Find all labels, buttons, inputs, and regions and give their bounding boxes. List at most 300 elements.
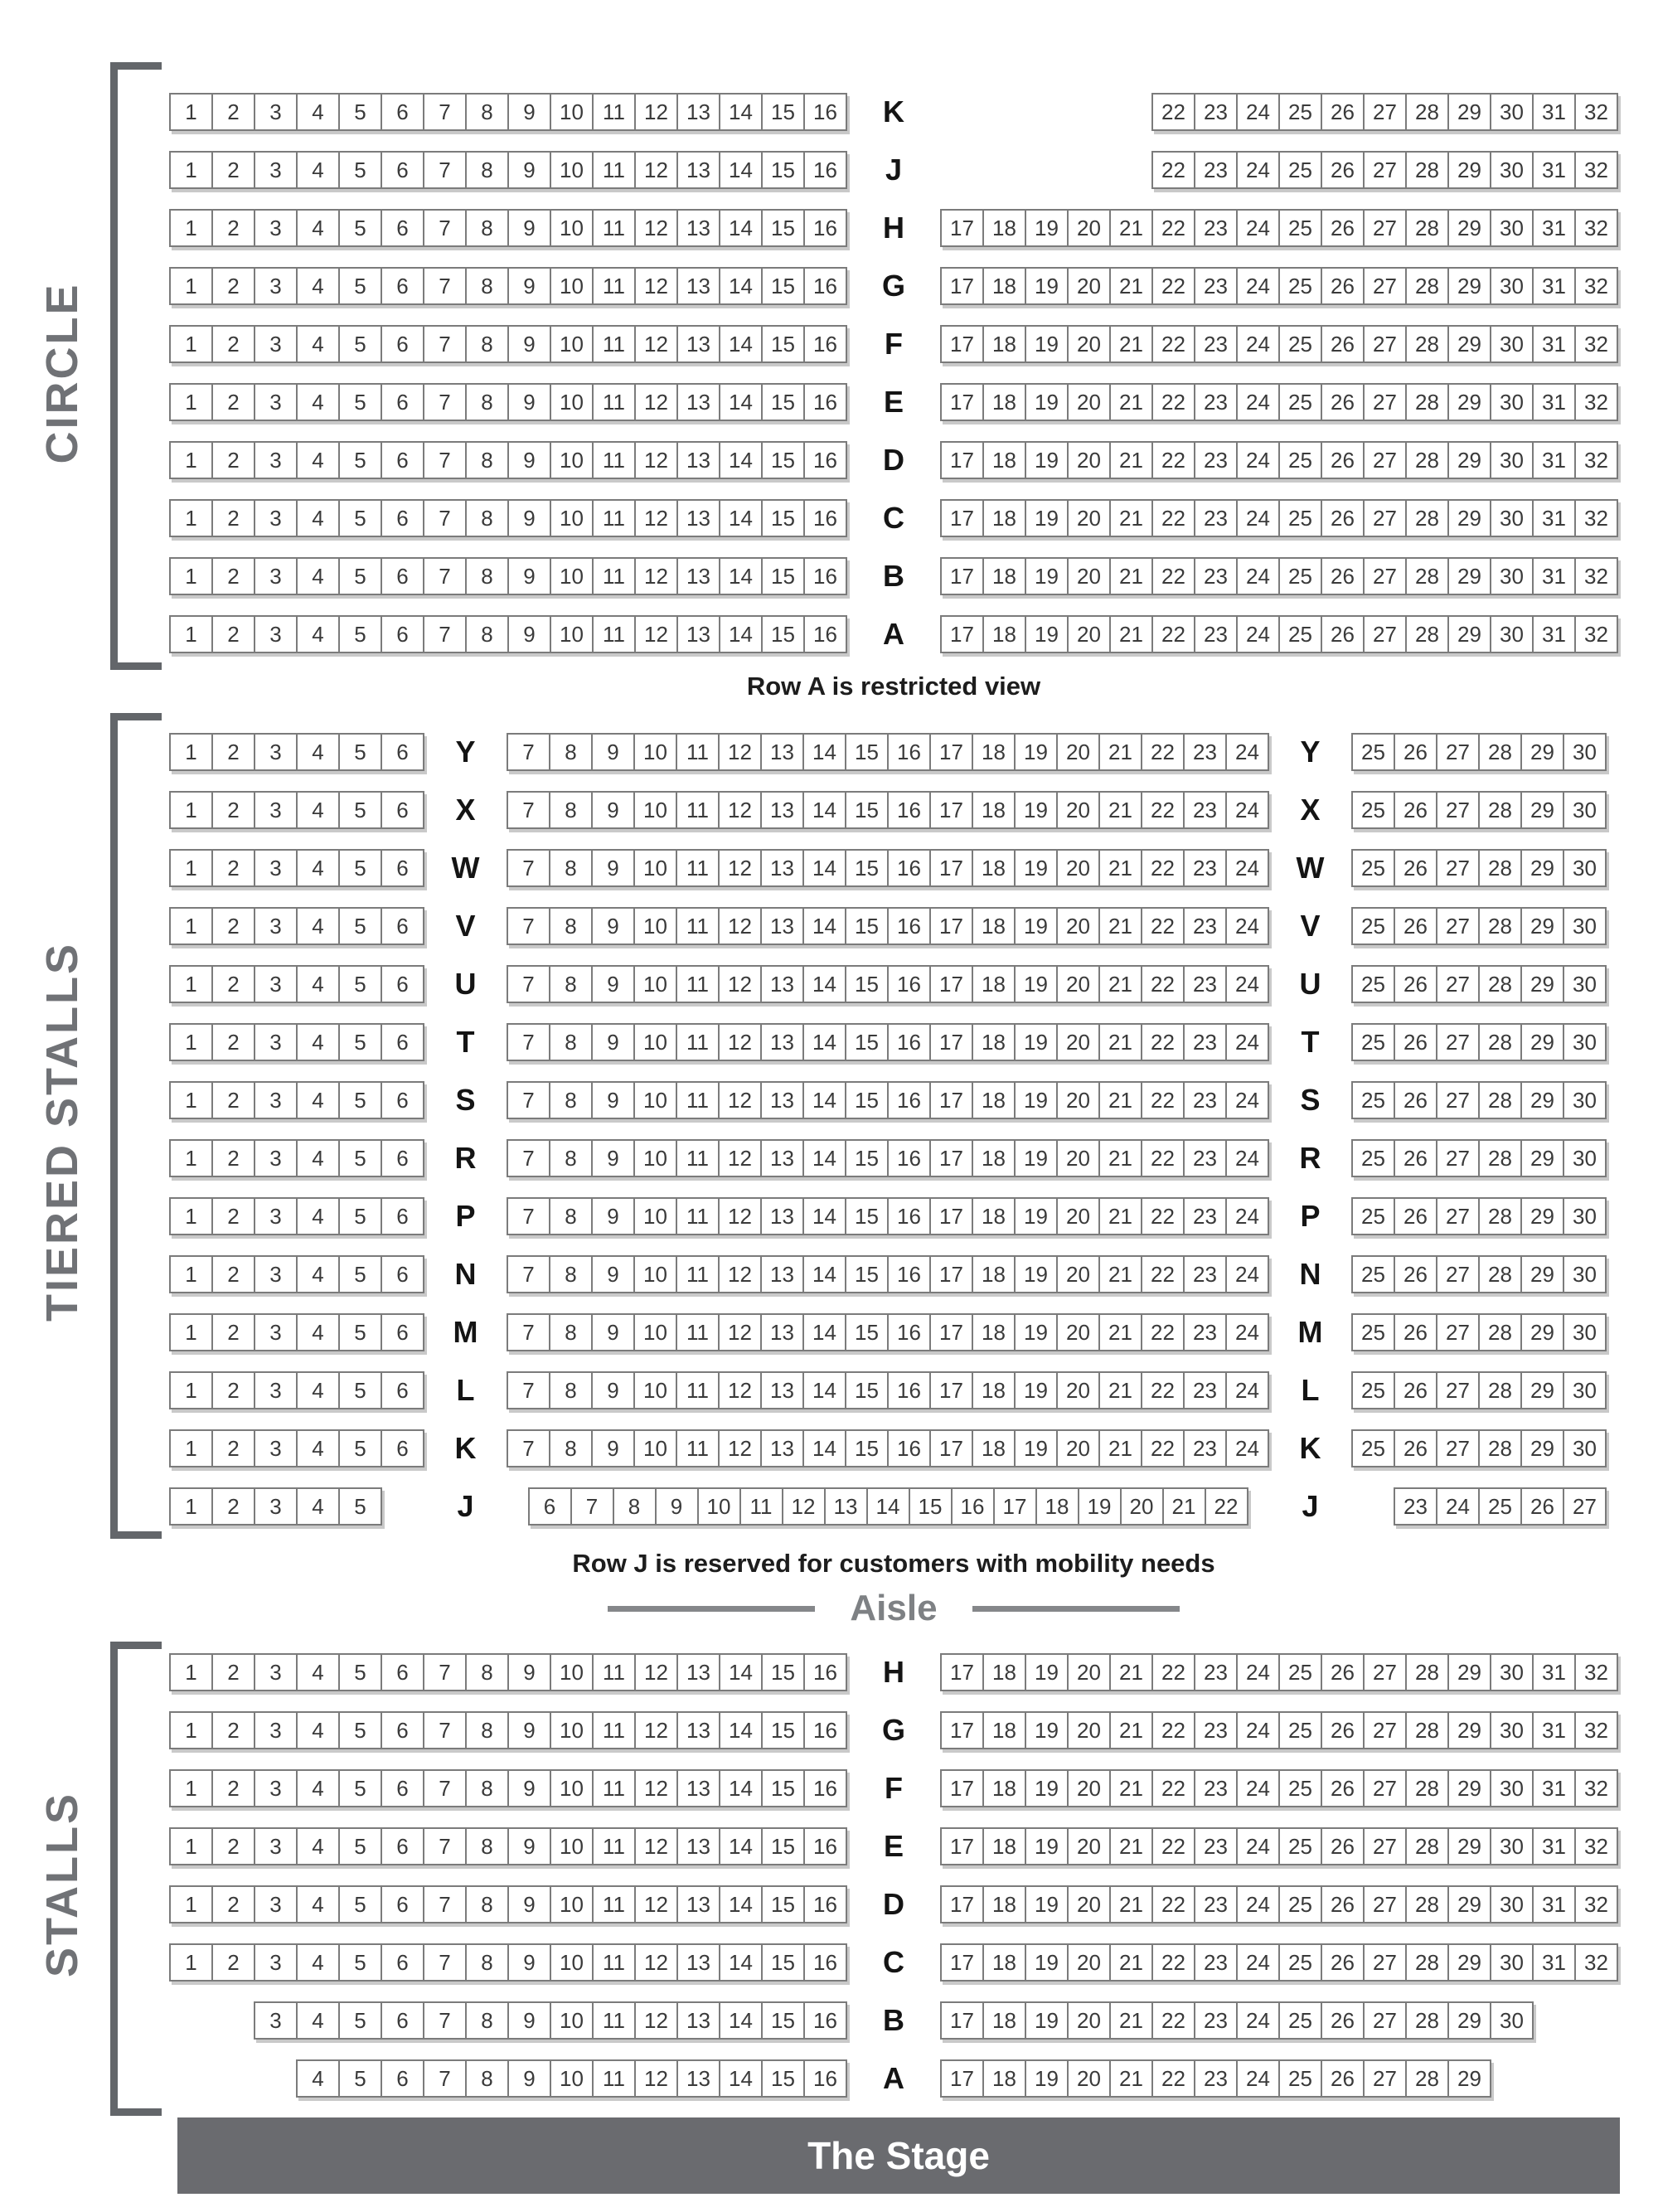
seat[interactable]: 20 xyxy=(1067,559,1109,594)
seat[interactable]: 16 xyxy=(803,269,846,303)
seat[interactable]: 1 xyxy=(185,1718,197,1743)
seat[interactable]: 32 xyxy=(1574,153,1617,187)
seat[interactable]: 29 xyxy=(1520,1373,1563,1408)
seat[interactable]: 18 xyxy=(982,1945,1025,1980)
seat[interactable]: 20 xyxy=(1067,1829,1109,1864)
seat[interactable]: 13 xyxy=(760,793,802,827)
seat[interactable]: 6 xyxy=(381,1713,423,1748)
seat[interactable]: 19 xyxy=(1014,1373,1056,1408)
seat[interactable]: 21 xyxy=(1109,385,1151,420)
seat[interactable]: 7 xyxy=(522,856,535,880)
seat[interactable]: 13 xyxy=(676,1655,719,1690)
seat[interactable]: 17 xyxy=(950,1892,974,1917)
seat[interactable]: 11 xyxy=(592,211,634,245)
seat[interactable]: 16 xyxy=(887,1083,929,1118)
seat[interactable]: 32 xyxy=(1574,1829,1617,1864)
seat[interactable]: 16 xyxy=(803,443,846,478)
seat[interactable]: 7 xyxy=(522,1378,535,1403)
seat[interactable]: 29 xyxy=(1447,1829,1490,1864)
seat[interactable]: 14 xyxy=(802,793,845,827)
seat[interactable]: 12 xyxy=(718,1373,760,1408)
seat[interactable]: 10 xyxy=(550,211,592,245)
seat[interactable]: 9 xyxy=(591,1257,633,1292)
seat[interactable]: 11 xyxy=(592,385,634,420)
seat[interactable]: 19 xyxy=(1014,967,1056,1002)
seat[interactable]: 24 xyxy=(1225,1199,1268,1234)
seat[interactable]: 26 xyxy=(1394,1141,1436,1176)
seat[interactable]: 4 xyxy=(296,501,338,536)
seat[interactable]: 20 xyxy=(1056,967,1098,1002)
seat[interactable]: 5 xyxy=(338,1829,381,1864)
seat[interactable]: 16 xyxy=(803,1945,846,1980)
seat[interactable]: 3 xyxy=(254,269,296,303)
seat[interactable]: 22 xyxy=(1151,1771,1194,1806)
seat[interactable]: 10 xyxy=(550,559,592,594)
seat[interactable]: 2 xyxy=(211,735,254,769)
seat[interactable]: 30 xyxy=(1563,1025,1605,1060)
seat[interactable]: 13 xyxy=(676,211,719,245)
seat[interactable]: 30 xyxy=(1490,1829,1532,1864)
seat[interactable]: 1 xyxy=(185,1262,197,1287)
seat[interactable]: 4 xyxy=(296,1083,338,1118)
seat[interactable]: 18 xyxy=(972,1315,1014,1350)
seat[interactable]: 14 xyxy=(802,1373,845,1408)
seat[interactable]: 15 xyxy=(909,1489,951,1524)
seat[interactable]: 11 xyxy=(592,559,634,594)
seat[interactable]: 6 xyxy=(381,1315,423,1350)
seat[interactable]: 10 xyxy=(633,1431,676,1466)
seat[interactable]: 16 xyxy=(803,2003,846,2038)
seat[interactable]: 30 xyxy=(1490,327,1532,361)
seat[interactable]: 3 xyxy=(254,559,296,594)
seat[interactable]: 8 xyxy=(465,95,507,129)
seat[interactable]: 32 xyxy=(1574,1655,1617,1690)
seat[interactable]: 7 xyxy=(423,443,465,478)
seat[interactable]: 27 xyxy=(1363,1887,1405,1922)
seat[interactable]: 8 xyxy=(549,909,591,943)
seat[interactable]: 25 xyxy=(1278,443,1321,478)
seat[interactable]: 27 xyxy=(1363,95,1405,129)
seat[interactable]: 2 xyxy=(211,1257,254,1292)
seat[interactable]: 2 xyxy=(211,501,254,536)
seat[interactable]: 20 xyxy=(1067,385,1109,420)
seat[interactable]: 18 xyxy=(982,2003,1025,2038)
seat[interactable]: 24 xyxy=(1225,909,1268,943)
seat[interactable]: 18 xyxy=(982,1887,1025,1922)
seat[interactable]: 7 xyxy=(423,1771,465,1806)
seat[interactable]: 27 xyxy=(1363,443,1405,478)
seat[interactable]: 18 xyxy=(972,1083,1014,1118)
seat[interactable]: 9 xyxy=(507,559,550,594)
seat[interactable]: 21 xyxy=(1098,1025,1141,1060)
seat[interactable]: 20 xyxy=(1056,1083,1098,1118)
seat[interactable]: 19 xyxy=(1025,385,1067,420)
seat[interactable]: 29 xyxy=(1447,1655,1490,1690)
seat[interactable]: 1 xyxy=(185,1146,197,1171)
seat[interactable]: 10 xyxy=(550,617,592,652)
seat[interactable]: 1 xyxy=(185,972,197,997)
seat[interactable]: 19 xyxy=(1014,851,1056,885)
seat[interactable]: 30 xyxy=(1490,1887,1532,1922)
seat[interactable]: 21 xyxy=(1109,1945,1151,1980)
seat[interactable]: 3 xyxy=(254,793,296,827)
seat[interactable]: 11 xyxy=(592,1887,634,1922)
seat[interactable]: 20 xyxy=(1056,851,1098,885)
seat[interactable]: 13 xyxy=(676,501,719,536)
seat[interactable]: 15 xyxy=(761,443,803,478)
seat[interactable]: 2 xyxy=(211,967,254,1002)
seat[interactable]: 21 xyxy=(1162,1489,1205,1524)
seat[interactable]: 30 xyxy=(1563,1431,1605,1466)
seat[interactable]: 23 xyxy=(1194,95,1236,129)
seat[interactable]: 21 xyxy=(1098,909,1141,943)
seat[interactable]: 32 xyxy=(1574,385,1617,420)
seat[interactable]: 11 xyxy=(676,1431,718,1466)
seat[interactable]: 23 xyxy=(1183,1199,1225,1234)
seat[interactable]: 31 xyxy=(1532,1713,1574,1748)
seat[interactable]: 13 xyxy=(760,1025,802,1060)
seat[interactable]: 29 xyxy=(1447,2061,1490,2096)
seat[interactable]: 30 xyxy=(1490,1945,1532,1980)
seat[interactable]: 11 xyxy=(676,967,718,1002)
seat[interactable]: 6 xyxy=(381,501,423,536)
seat[interactable]: 27 xyxy=(1436,1373,1478,1408)
seat[interactable]: 3 xyxy=(254,617,296,652)
seat[interactable]: 27 xyxy=(1363,211,1405,245)
seat[interactable]: 11 xyxy=(592,2003,634,2038)
seat[interactable]: 26 xyxy=(1394,1083,1436,1118)
seat[interactable]: 7 xyxy=(423,1713,465,1748)
seat[interactable]: 11 xyxy=(676,1025,718,1060)
seat[interactable]: 11 xyxy=(676,1199,718,1234)
seat[interactable]: 8 xyxy=(465,385,507,420)
seat[interactable]: 21 xyxy=(1098,1431,1141,1466)
seat[interactable]: 1 xyxy=(185,1494,197,1519)
seat[interactable]: 6 xyxy=(381,385,423,420)
seat[interactable]: 2 xyxy=(211,1945,254,1980)
seat[interactable]: 6 xyxy=(381,1257,423,1292)
seat[interactable]: 10 xyxy=(550,1655,592,1690)
seat[interactable]: 20 xyxy=(1056,1431,1098,1466)
seat[interactable]: 22 xyxy=(1141,1141,1183,1176)
seat[interactable]: 32 xyxy=(1574,443,1617,478)
seat[interactable]: 1 xyxy=(185,448,197,473)
seat[interactable]: 16 xyxy=(887,851,929,885)
seat[interactable]: 13 xyxy=(676,1771,719,1806)
seat[interactable]: 5 xyxy=(338,1025,381,1060)
seat[interactable]: 17 xyxy=(993,1489,1035,1524)
seat[interactable]: 22 xyxy=(1151,1655,1194,1690)
seat[interactable]: 29 xyxy=(1520,1257,1563,1292)
seat[interactable]: 19 xyxy=(1025,2003,1067,2038)
seat[interactable]: 15 xyxy=(761,617,803,652)
seat[interactable]: 13 xyxy=(676,95,719,129)
seat[interactable]: 30 xyxy=(1490,1713,1532,1748)
seat[interactable]: 1 xyxy=(185,564,197,589)
seat[interactable]: 30 xyxy=(1563,1199,1605,1234)
seat[interactable]: 18 xyxy=(972,1431,1014,1466)
seat[interactable]: 10 xyxy=(633,909,676,943)
seat[interactable]: 10 xyxy=(550,443,592,478)
seat[interactable]: 14 xyxy=(802,1315,845,1350)
seat[interactable]: 24 xyxy=(1236,211,1278,245)
seat[interactable]: 29 xyxy=(1520,735,1563,769)
seat[interactable]: 10 xyxy=(633,1025,676,1060)
seat[interactable]: 2 xyxy=(211,909,254,943)
seat[interactable]: 22 xyxy=(1141,1373,1183,1408)
seat[interactable]: 18 xyxy=(982,1829,1025,1864)
seat[interactable]: 9 xyxy=(507,1771,550,1806)
seat[interactable]: 12 xyxy=(634,617,676,652)
seat[interactable]: 15 xyxy=(761,269,803,303)
seat[interactable]: 31 xyxy=(1532,559,1574,594)
seat[interactable]: 9 xyxy=(591,793,633,827)
seat[interactable]: 25 xyxy=(1361,972,1385,997)
seat[interactable]: 27 xyxy=(1363,1771,1405,1806)
seat[interactable]: 30 xyxy=(1490,211,1532,245)
seat[interactable]: 12 xyxy=(634,269,676,303)
seat[interactable]: 6 xyxy=(381,95,423,129)
seat[interactable]: 9 xyxy=(507,327,550,361)
seat[interactable]: 20 xyxy=(1067,617,1109,652)
seat[interactable]: 24 xyxy=(1436,1489,1478,1524)
seat[interactable]: 23 xyxy=(1194,1829,1236,1864)
seat[interactable]: 13 xyxy=(760,909,802,943)
seat[interactable]: 27 xyxy=(1436,1025,1478,1060)
seat[interactable]: 5 xyxy=(338,967,381,1002)
seat[interactable]: 27 xyxy=(1363,269,1405,303)
seat[interactable]: 6 xyxy=(381,269,423,303)
seat[interactable]: 25 xyxy=(1361,1262,1385,1287)
seat[interactable]: 1 xyxy=(185,856,197,880)
seat[interactable]: 31 xyxy=(1532,1887,1574,1922)
seat[interactable]: 12 xyxy=(718,851,760,885)
seat[interactable]: 6 xyxy=(381,211,423,245)
seat[interactable]: 19 xyxy=(1025,1945,1067,1980)
seat[interactable]: 14 xyxy=(719,1655,761,1690)
seat[interactable]: 24 xyxy=(1225,735,1268,769)
seat[interactable]: 28 xyxy=(1405,443,1447,478)
seat[interactable]: 27 xyxy=(1363,501,1405,536)
seat[interactable]: 26 xyxy=(1321,2061,1363,2096)
seat[interactable]: 25 xyxy=(1361,1088,1385,1113)
seat[interactable]: 25 xyxy=(1361,1146,1385,1171)
seat[interactable]: 12 xyxy=(634,1887,676,1922)
seat[interactable]: 5 xyxy=(338,851,381,885)
seat[interactable]: 10 xyxy=(550,327,592,361)
seat[interactable]: 14 xyxy=(802,967,845,1002)
seat[interactable]: 1 xyxy=(185,914,197,939)
seat[interactable]: 28 xyxy=(1405,1655,1447,1690)
seat[interactable]: 5 xyxy=(338,1713,381,1748)
seat[interactable]: 24 xyxy=(1225,1257,1268,1292)
seat[interactable]: 14 xyxy=(719,1829,761,1864)
seat[interactable]: 21 xyxy=(1098,1141,1141,1176)
seat[interactable]: 2 xyxy=(211,95,254,129)
seat[interactable]: 23 xyxy=(1183,793,1225,827)
seat[interactable]: 16 xyxy=(803,385,846,420)
seat[interactable]: 25 xyxy=(1478,1489,1520,1524)
seat[interactable]: 26 xyxy=(1394,909,1436,943)
seat[interactable]: 29 xyxy=(1520,1025,1563,1060)
seat[interactable]: 11 xyxy=(676,909,718,943)
seat[interactable]: 28 xyxy=(1478,735,1520,769)
seat[interactable]: 24 xyxy=(1236,501,1278,536)
seat[interactable]: 21 xyxy=(1098,1257,1141,1292)
seat[interactable]: 13 xyxy=(760,967,802,1002)
seat[interactable]: 5 xyxy=(338,1431,381,1466)
seat[interactable]: 23 xyxy=(1194,1945,1236,1980)
seat[interactable]: 16 xyxy=(803,1655,846,1690)
seat[interactable]: 24 xyxy=(1236,1829,1278,1864)
seat[interactable]: 9 xyxy=(591,1083,633,1118)
seat[interactable]: 29 xyxy=(1447,1945,1490,1980)
seat[interactable]: 26 xyxy=(1394,1373,1436,1408)
seat[interactable]: 3 xyxy=(254,1257,296,1292)
seat[interactable]: 7 xyxy=(522,1204,535,1229)
seat[interactable]: 19 xyxy=(1025,1771,1067,1806)
seat[interactable]: 26 xyxy=(1321,1655,1363,1690)
seat[interactable]: 6 xyxy=(381,1083,423,1118)
seat[interactable]: 8 xyxy=(465,501,507,536)
seat[interactable]: 28 xyxy=(1478,967,1520,1002)
seat[interactable]: 11 xyxy=(676,1083,718,1118)
seat[interactable]: 28 xyxy=(1405,1713,1447,1748)
seat[interactable]: 12 xyxy=(634,1945,676,1980)
seat[interactable]: 26 xyxy=(1321,211,1363,245)
seat[interactable]: 10 xyxy=(633,851,676,885)
seat[interactable]: 32 xyxy=(1574,269,1617,303)
seat[interactable]: 24 xyxy=(1236,617,1278,652)
seat[interactable]: 24 xyxy=(1236,559,1278,594)
seat[interactable]: 2 xyxy=(211,1713,254,1748)
seat[interactable]: 25 xyxy=(1278,501,1321,536)
seat[interactable]: 17 xyxy=(950,506,974,531)
seat[interactable]: 15 xyxy=(761,2003,803,2038)
seat[interactable]: 31 xyxy=(1532,1829,1574,1864)
seat[interactable]: 21 xyxy=(1098,793,1141,827)
seat[interactable]: 15 xyxy=(845,909,887,943)
seat[interactable]: 3 xyxy=(254,1373,296,1408)
seat[interactable]: 1 xyxy=(185,1436,197,1461)
seat[interactable]: 2 xyxy=(211,327,254,361)
seat[interactable]: 21 xyxy=(1098,735,1141,769)
seat[interactable]: 9 xyxy=(507,269,550,303)
seat[interactable]: 7 xyxy=(423,501,465,536)
seat[interactable]: 11 xyxy=(592,501,634,536)
seat[interactable]: 27 xyxy=(1363,1829,1405,1864)
seat[interactable]: 28 xyxy=(1478,1199,1520,1234)
seat[interactable]: 8 xyxy=(465,2003,507,2038)
seat[interactable]: 28 xyxy=(1478,1373,1520,1408)
seat[interactable]: 17 xyxy=(929,1199,972,1234)
seat[interactable]: 21 xyxy=(1109,1887,1151,1922)
seat[interactable]: 15 xyxy=(761,1887,803,1922)
seat[interactable]: 9 xyxy=(507,617,550,652)
seat[interactable]: 19 xyxy=(1014,1141,1056,1176)
seat[interactable]: 27 xyxy=(1363,2003,1405,2038)
seat[interactable]: 6 xyxy=(381,1945,423,1980)
seat[interactable]: 14 xyxy=(719,617,761,652)
seat[interactable]: 11 xyxy=(592,327,634,361)
seat[interactable]: 22 xyxy=(1151,559,1194,594)
seat[interactable]: 7 xyxy=(423,2061,465,2096)
seat[interactable]: 26 xyxy=(1394,1257,1436,1292)
seat[interactable]: 7 xyxy=(423,617,465,652)
seat[interactable]: 29 xyxy=(1520,851,1563,885)
seat[interactable]: 24 xyxy=(1236,153,1278,187)
seat[interactable]: 29 xyxy=(1447,501,1490,536)
seat[interactable]: 9 xyxy=(507,501,550,536)
seat[interactable]: 4 xyxy=(296,1945,338,1980)
seat[interactable]: 10 xyxy=(550,1713,592,1748)
seat[interactable]: 20 xyxy=(1067,501,1109,536)
seat[interactable]: 14 xyxy=(719,2061,761,2096)
seat[interactable]: 16 xyxy=(887,1373,929,1408)
seat[interactable]: 3 xyxy=(254,153,296,187)
seat[interactable]: 20 xyxy=(1067,1655,1109,1690)
seat[interactable]: 22 xyxy=(1141,909,1183,943)
seat[interactable]: 19 xyxy=(1025,501,1067,536)
seat[interactable]: 27 xyxy=(1436,1315,1478,1350)
seat[interactable]: 15 xyxy=(761,501,803,536)
seat[interactable]: 16 xyxy=(803,2061,846,2096)
seat[interactable]: 26 xyxy=(1321,385,1363,420)
seat[interactable]: 13 xyxy=(676,1829,719,1864)
seat[interactable]: 17 xyxy=(950,332,974,357)
seat[interactable]: 15 xyxy=(761,153,803,187)
seat[interactable]: 26 xyxy=(1394,1025,1436,1060)
seat[interactable]: 20 xyxy=(1067,443,1109,478)
seat[interactable]: 8 xyxy=(465,1829,507,1864)
seat[interactable]: 26 xyxy=(1321,1713,1363,1748)
seat[interactable]: 7 xyxy=(522,1320,535,1345)
seat[interactable]: 29 xyxy=(1447,1887,1490,1922)
seat[interactable]: 23 xyxy=(1194,385,1236,420)
seat[interactable]: 19 xyxy=(1025,617,1067,652)
seat[interactable]: 17 xyxy=(929,967,972,1002)
seat[interactable]: 28 xyxy=(1478,1257,1520,1292)
seat[interactable]: 22 xyxy=(1141,1025,1183,1060)
seat[interactable]: 27 xyxy=(1363,559,1405,594)
seat[interactable]: 4 xyxy=(296,1373,338,1408)
seat[interactable]: 7 xyxy=(423,95,465,129)
seat[interactable]: 5 xyxy=(338,1771,381,1806)
seat[interactable]: 17 xyxy=(929,1083,972,1118)
seat[interactable]: 24 xyxy=(1236,1945,1278,1980)
seat[interactable]: 24 xyxy=(1225,967,1268,1002)
seat[interactable]: 4 xyxy=(296,327,338,361)
seat[interactable]: 7 xyxy=(423,153,465,187)
seat[interactable]: 16 xyxy=(887,1315,929,1350)
seat[interactable]: 10 xyxy=(633,1315,676,1350)
seat[interactable]: 7 xyxy=(423,559,465,594)
seat[interactable]: 26 xyxy=(1321,617,1363,652)
seat[interactable]: 28 xyxy=(1478,909,1520,943)
seat[interactable]: 16 xyxy=(887,1199,929,1234)
seat[interactable]: 3 xyxy=(254,1199,296,1234)
seat[interactable]: 15 xyxy=(845,735,887,769)
seat[interactable]: 9 xyxy=(507,211,550,245)
seat[interactable]: 1 xyxy=(185,1088,197,1113)
seat[interactable]: 20 xyxy=(1067,269,1109,303)
seat[interactable]: 20 xyxy=(1067,2061,1109,2096)
seat[interactable]: 23 xyxy=(1194,327,1236,361)
seat[interactable]: 16 xyxy=(803,617,846,652)
seat[interactable]: 30 xyxy=(1490,443,1532,478)
seat[interactable]: 29 xyxy=(1447,559,1490,594)
seat[interactable]: 9 xyxy=(507,385,550,420)
